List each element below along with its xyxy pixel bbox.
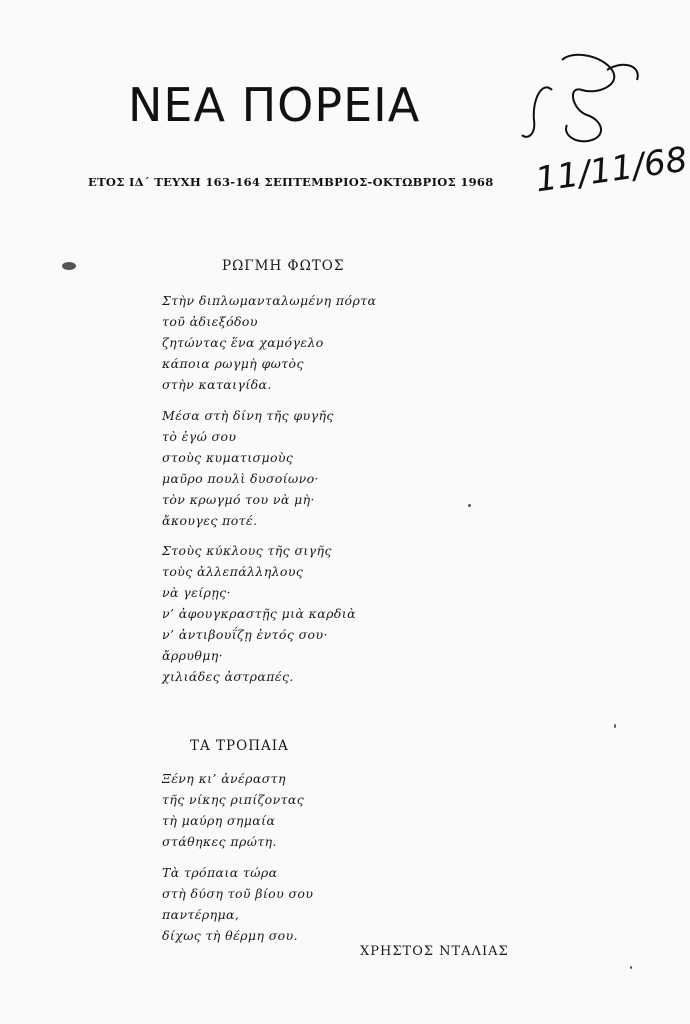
poem-line: στοὺς κυματισμοὺς bbox=[162, 450, 294, 465]
poem-stanza bbox=[162, 405, 334, 531]
poem-title: ΡΩΓΜΗ ΦΩΤΟΣ bbox=[222, 258, 345, 274]
poem-line: Στοὺς κύκλους τῆς σιγῆς bbox=[162, 543, 332, 558]
poem-line: νὰ γείρῃς· bbox=[162, 585, 231, 600]
scan-speck bbox=[614, 724, 616, 728]
poem-line: μαῦρο πουλὶ δυσοίωνο· bbox=[162, 471, 319, 486]
author-name: ΧΡΗΣΤΟΣ ΝΤΑΛΙΑΣ bbox=[360, 944, 509, 959]
poem-line: ἄκουγες ποτέ. bbox=[162, 513, 258, 528]
poem-line: στάθηκες πρώτη. bbox=[162, 834, 277, 849]
poem-line: ν’ ἀφουγκραστῇς μιὰ καρδιὰ bbox=[162, 606, 356, 621]
handwritten-date: 11/11/68 bbox=[532, 139, 690, 201]
poem-line: χιλιάδες ἀστραπές. bbox=[162, 669, 294, 684]
poem-stanza bbox=[162, 862, 313, 946]
poem-line: κάποια ρωγμὴ φωτὸς bbox=[162, 356, 304, 371]
masthead-title: ΝΕΑ ΠΟΡΕΙΑ bbox=[128, 78, 421, 132]
poem-line: Στὴν διπλωμανταλωμένη πόρτα bbox=[162, 293, 377, 308]
poem-line: παντέρημα, bbox=[162, 907, 240, 922]
poem-line: τῆς νίκης ριπίζοντας bbox=[162, 792, 305, 807]
poem-line: στὴν καταιγίδα. bbox=[162, 377, 272, 392]
poem-line: Τὰ τρόπαια τώρα bbox=[162, 865, 278, 880]
poem-line: ἄρρυθμη· bbox=[162, 648, 224, 663]
poem-line: Μέσα στὴ δίνη τῆς φυγῆς bbox=[162, 408, 334, 423]
poem-line: τοὺς ἀλλεπάλληλους bbox=[162, 564, 304, 579]
poem-stanza bbox=[162, 540, 356, 687]
issue-line: ΕΤΟΣ ΙΔ΄ ΤΕΥΧΗ 163-164 ΣΕΠΤΕΜΒΡΙΟΣ-ΟΚΤΩΒΡΙΟΣ 1968 bbox=[88, 175, 494, 189]
poem-line: στὴ δύση τοῦ βίου σου bbox=[162, 886, 314, 901]
poem-title: ΤΑ ΤΡΟΠΑΙΑ bbox=[190, 738, 289, 754]
poem-line: τοῦ ἀδιεξόδου bbox=[162, 314, 258, 329]
poem-stanza bbox=[162, 290, 376, 395]
poem-line: Ξένη κι’ ἀνέραστη bbox=[162, 771, 286, 786]
scan-speck bbox=[62, 262, 76, 270]
poem-line: τὴ μαύρη σημαία bbox=[162, 813, 276, 828]
poem-stanza bbox=[162, 768, 304, 852]
poem-line: τὸν κρωγμό του νὰ μὴ· bbox=[162, 492, 315, 507]
poem-line: ν’ ἀντιβουΐζῃ ἐντός σου· bbox=[162, 627, 328, 642]
scan-speck bbox=[468, 504, 471, 507]
poem-line: ζητώντας ἕνα χαμόγελο bbox=[162, 335, 324, 350]
scan-speck bbox=[630, 966, 632, 969]
poem-line: τὸ ἐγώ σου bbox=[162, 429, 237, 444]
poem-line: δίχως τὴ θέρμη σου. bbox=[162, 928, 298, 943]
